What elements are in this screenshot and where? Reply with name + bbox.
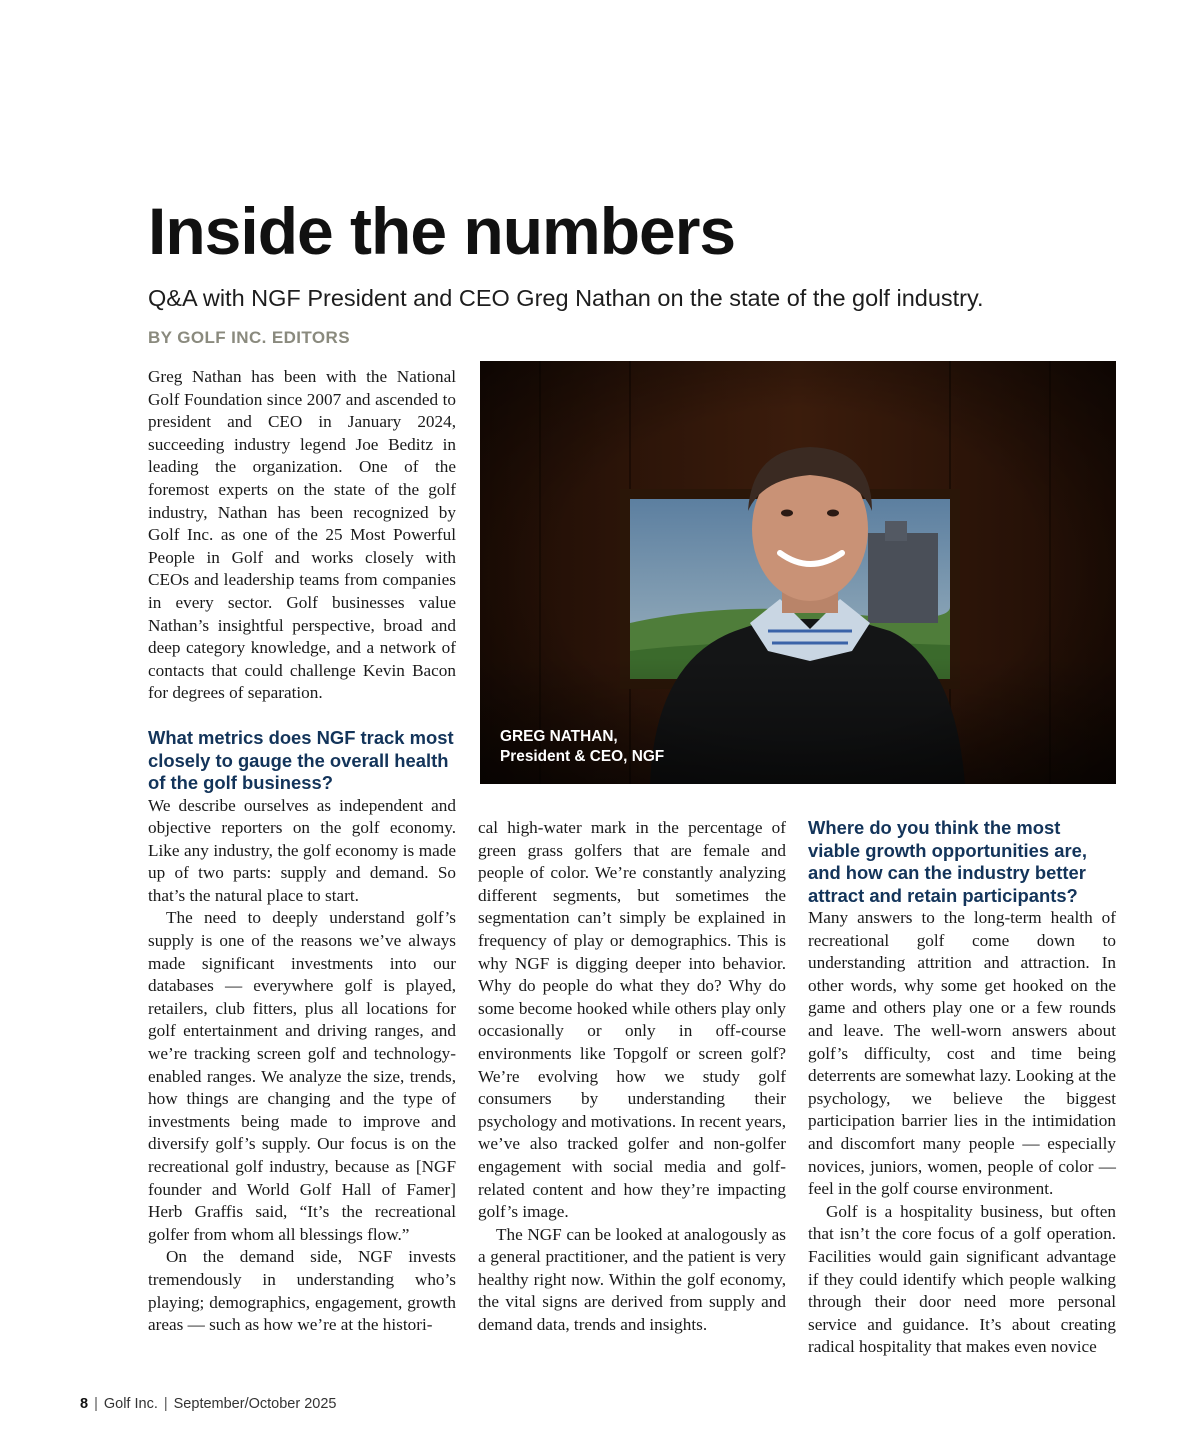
article-byline: BY GOLF INC. EDITORS: [148, 328, 350, 347]
q1-column-left: [148, 727, 456, 1337]
answer-paragraph: The need to deeply understand golf’s supply is one of the reasons we’ve always made significant investments into our databases — everywhere golf is played, retailers, club fitters, plus all locations for golf entertainment and driving ranges, and we’re tracking screen golf and technology-enabled ranges. We analyze the size, trends, how things are changing and the type of investments being made to improve and diversify golf’s supply. Our focus is on the recreational golf industry, because as [NGF founder and World Golf Hall of Famer] Herb Graffis said, “It’s the recreational golfer from whom all blessings flow.”: [148, 908, 456, 1244]
answer-paragraph: Golf is a hospitality business, but often that isn’t the core focus of a golf operation. Facilities would gain significant advantage if they could identify which people walking through their door need more personal service and guidance. It’s about creating radical hospitality that makes even novice: [808, 1201, 1116, 1357]
answer-paragraph: On the demand side, NGF invests tremendously in understanding who’s playing; demographics, engagement, growth areas — such as how we’re at the histori-: [148, 1247, 456, 1335]
portrait-image: [480, 361, 1116, 784]
publication-name: Golf Inc.: [103, 1396, 158, 1412]
answer-paragraph: cal high-water mark in the percentage of green grass golfers that are female and people of color. We’re constantly analyzing different segments, but sometimes the segmentation can’t simply be explained in frequency of play or demographics. This is why NGF is digging deeper into behavior. Why do people do what they do? Why do some become hooked while others play only occasionally or only in off-course environments like Topgolf or screen golf? We’re evolving how we study golf consumers by understanding their psychology and motivations. In recent years, we’ve also tracked golfer and non-golfer engagement with social media and golf-related content and how they’re impacting golf’s image.: [478, 818, 786, 1222]
page-number: 8: [80, 1396, 89, 1412]
caption-title: President & CEO, NGF: [500, 748, 665, 765]
intro-column: [148, 366, 456, 705]
question-heading: Where do you think the most viable growth opportunities are, and how can the industry better attract and retain participants?: [808, 817, 1087, 906]
question-heading: What metrics does NGF track most closely to gauge the overall health of the golf business?: [148, 727, 454, 793]
photo-caption: [500, 727, 664, 767]
caption-name: GREG NATHAN,: [500, 728, 618, 745]
answer-paragraph: The NGF can be looked at analogously as a general practitioner, and the patient is very healthy right now. Within the golf economy, the vital signs are derived from supply and demand data, trends and insights.: [478, 1224, 786, 1335]
article-title: Inside the numbers: [148, 194, 736, 268]
footer-separator: |: [163, 1396, 168, 1412]
issue-date: September/October 2025: [173, 1396, 337, 1412]
intro-paragraph: Greg Nathan has been with the National Golf Foundation since 2007 and ascended to president and CEO in January 2024, succeeding industry legend Joe Beditz in leading the organization. One of the foremost experts on the state of the golf industry, Nathan has been recognized by Golf Inc. as one of the 25 Most Powerful People in Golf and works closely with CEOs and leadership teams from companies in every sector. Golf businesses value Nathan’s insightful perspective, broad and deep category knowledge, and a network of contacts that could challenge Kevin Bacon for degrees of separation.: [148, 367, 456, 703]
q1-column-middle: [478, 817, 786, 1337]
q2-column: [808, 817, 1116, 1359]
portrait-photo: [480, 361, 1116, 784]
answer-paragraph: Many answers to the long-term health of recreational golf come down to understanding attrition and attraction. In other words, why some get hooked on the game and others play one or a few rounds and leave. The well-worn answers about golf’s difficulty, cost and time being deterrents are somewhat lazy. Looking at the psychology, we believe the biggest participation barrier lies in the intimidation and discomfort many people — especially novices, juniors, women, people of color — feel in the golf course environment.: [808, 908, 1116, 1199]
article-subtitle: Q&A with NGF President and CEO Greg Nathan on the state of the golf industry.: [148, 285, 984, 311]
answer-paragraph: We describe ourselves as independent and objective reporters on the golf economy. Like any industry, the golf economy is made up of two parts: supply and demand. So that’s the natural place to start.: [148, 795, 456, 905]
page-footer: [80, 1395, 336, 1413]
footer-separator: |: [94, 1396, 98, 1412]
